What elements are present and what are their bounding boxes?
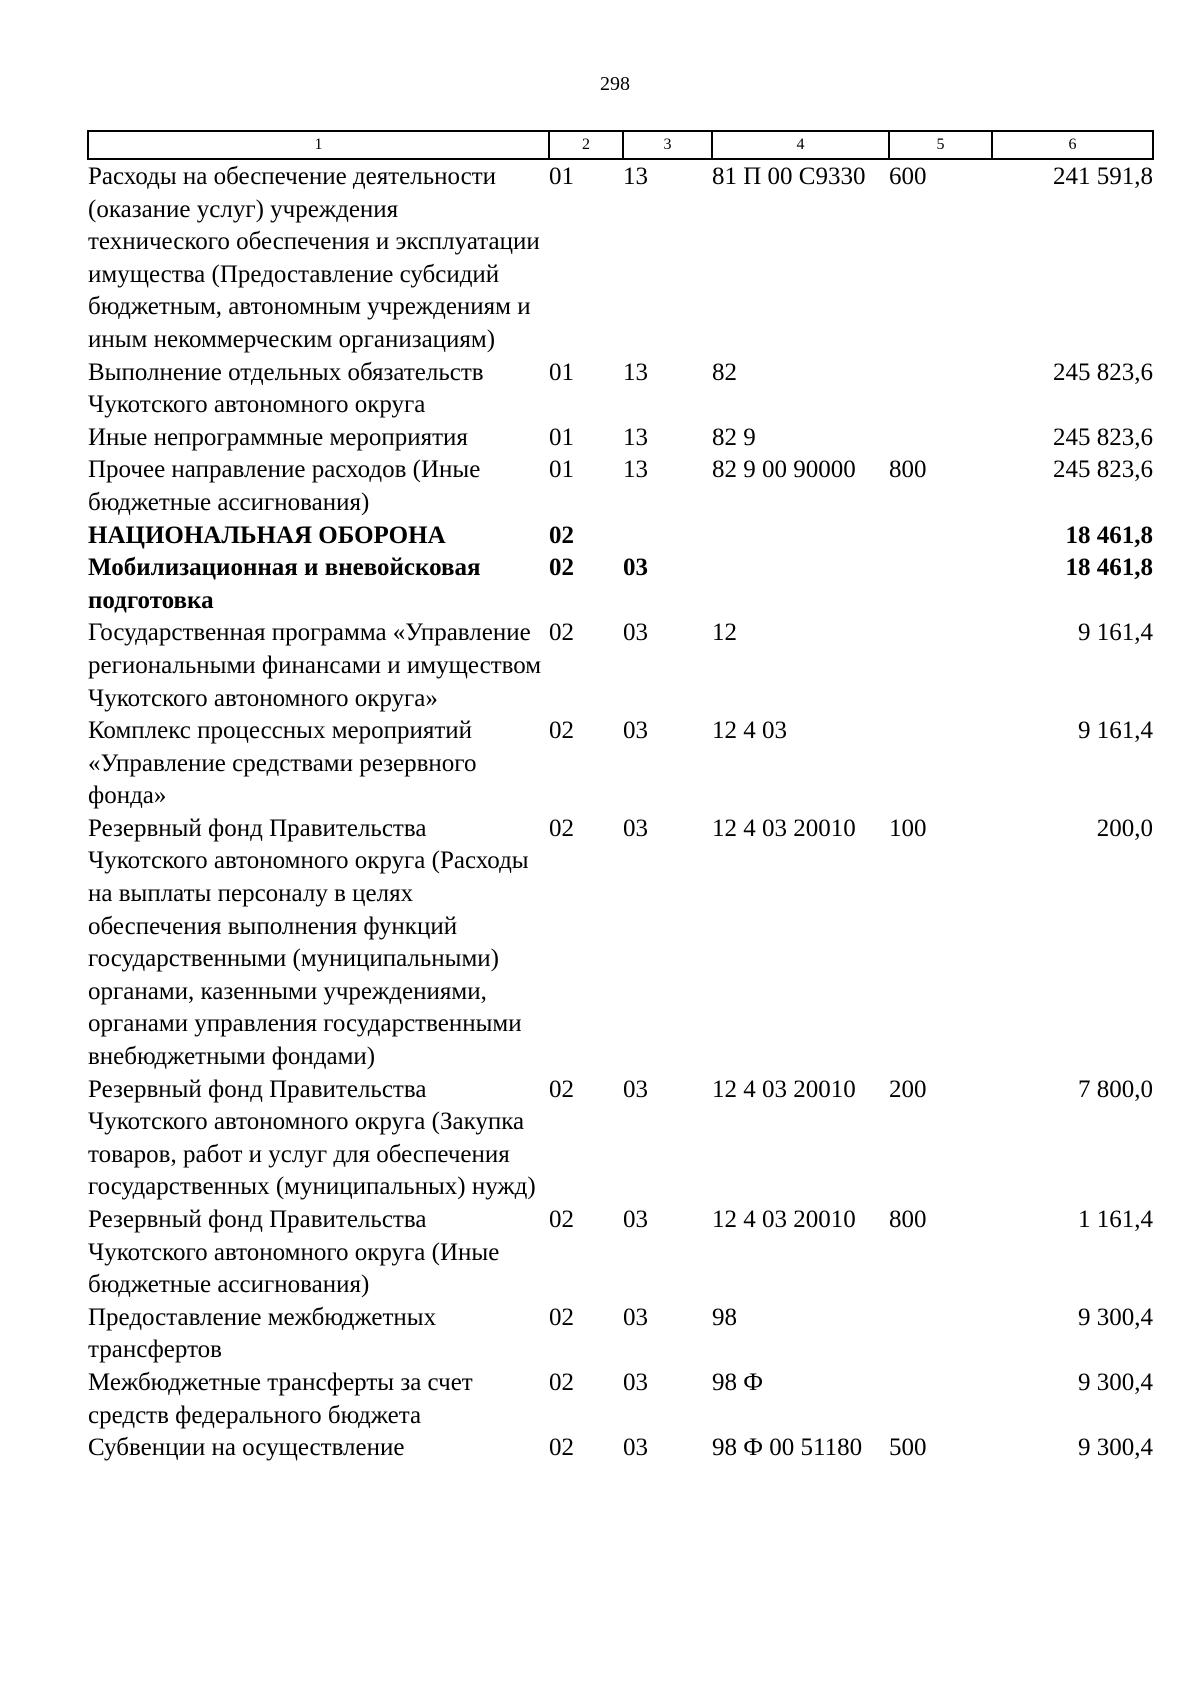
table-row: [88, 715, 1153, 813]
column-header-1: 1: [88, 131, 549, 159]
cell-subsection: 03: [623, 554, 648, 582]
cell-subsection: 03: [623, 1075, 648, 1103]
cell-subsection: 03: [623, 717, 648, 745]
cell-subsection: 03: [623, 814, 648, 842]
cell-section: 01: [549, 456, 574, 484]
cell-amount: 200,0: [1096, 814, 1153, 842]
table-row: [88, 159, 1153, 357]
cell-section: 01: [549, 163, 574, 190]
cell-target-article: 81 П 00 С9330: [712, 163, 866, 190]
cell-target-article: 82: [712, 358, 737, 386]
cell-subsection: 03: [623, 619, 648, 647]
cell-target-article: 12 4 03 20010: [712, 1206, 856, 1233]
cell-name: Резервный фонд Правительства Чукотского автономного округа (Расходы на выплаты персоналу в целях обеспечения выполнения функций государственными (муниципальными) органами, казенными учреждениями, органами управления государственными внебюджетными фондами): [88, 814, 529, 1071]
cell-amount: 245 823,6: [1053, 456, 1153, 484]
table-body: [88, 159, 1153, 1465]
table-row: [88, 1302, 1153, 1367]
cell-target-article: 82 9: [712, 423, 756, 451]
column-header-5: 5: [889, 131, 992, 159]
cell-subsection: 03: [623, 1206, 648, 1233]
cell-section: 02: [549, 1206, 574, 1233]
cell-name: Комплекс процессных мероприятий «Управление средствами резервного фонда»: [88, 717, 477, 810]
cell-subsection: 03: [623, 1434, 648, 1462]
cell-expense-type: [889, 617, 992, 715]
table-row: [88, 454, 1153, 519]
cell-amount: 245 823,6: [1053, 358, 1153, 386]
table-row: [88, 1204, 1153, 1302]
table-row: [88, 422, 1153, 455]
cell-name: Предоставление межбюджетных трансфертов: [88, 1303, 437, 1364]
cell-name: Государственная программа «Управление региональными финансами и имуществом Чукотского автономного округа»: [88, 619, 542, 712]
cell-section: 02: [549, 521, 574, 549]
cell-expense-type: [889, 357, 992, 422]
budget-table: [87, 130, 1154, 1465]
cell-name: Субвенции на осуществление: [88, 1434, 405, 1462]
cell-section: 02: [549, 554, 574, 582]
table-row: [88, 813, 1153, 1074]
column-header-3: 3: [623, 131, 712, 159]
cell-target-article: [712, 520, 889, 553]
cell-subsection: [623, 520, 712, 553]
cell-amount: 9 161,4: [1078, 717, 1153, 745]
cell-amount: 18 461,8: [1065, 554, 1153, 582]
column-header-4: 4: [712, 131, 889, 159]
page-number: 298: [600, 73, 630, 95]
cell-target-article: 82 9 00 90000: [712, 456, 856, 484]
cell-target-article: 12 4 03 20010: [712, 814, 856, 842]
cell-section: 02: [549, 814, 574, 842]
cell-name: Выполнение отдельных обязательств Чукотского автономного округа: [88, 358, 484, 419]
table-row: [88, 357, 1153, 422]
cell-section: 02: [549, 1368, 574, 1396]
cell-section: 02: [549, 1075, 574, 1103]
cell-subsection: 13: [623, 423, 648, 451]
cell-expense-type: 200: [889, 1075, 927, 1103]
cell-name: Прочее направление расходов (Иные бюджетные ассигнования): [88, 456, 481, 516]
cell-amount: 241 591,8: [1053, 163, 1153, 190]
table-header-row: [88, 131, 1153, 159]
cell-name: Межбюджетные трансферты за счет средств федерального бюджета: [88, 1368, 473, 1429]
cell-name: Резервный фонд Правительства Чукотского автономного округа (Закупка товаров, работ и услуг для обеспечения государственных (муниципальных) нужд): [88, 1075, 536, 1201]
cell-amount: 9 300,4: [1078, 1434, 1153, 1462]
cell-expense-type: [889, 422, 992, 455]
table-row: [88, 1367, 1153, 1432]
cell-expense-type: [889, 1302, 992, 1367]
table-row: [88, 552, 1153, 617]
cell-amount: 245 823,6: [1053, 423, 1153, 451]
cell-expense-type: 600: [889, 163, 927, 190]
cell-section: 02: [549, 619, 574, 647]
cell-target-article: 12 4 03 20010: [712, 1075, 856, 1103]
cell-expense-type: 800: [889, 1206, 927, 1233]
cell-expense-type: [889, 1367, 992, 1432]
cell-name: Мобилизационная и вневойсковая подготовка: [88, 554, 481, 614]
cell-target-article: 98: [712, 1303, 737, 1331]
cell-amount: 9 161,4: [1078, 619, 1153, 647]
cell-section: 02: [549, 1303, 574, 1331]
cell-expense-type: [889, 520, 992, 553]
cell-amount: 9 300,4: [1078, 1368, 1153, 1396]
cell-target-article: [712, 552, 889, 617]
table-row: [88, 617, 1153, 715]
column-header-6: 6: [992, 131, 1153, 159]
cell-target-article: 12: [712, 619, 737, 647]
cell-subsection: 13: [623, 456, 648, 484]
cell-section: 01: [549, 423, 574, 451]
table-row: [88, 1074, 1153, 1204]
cell-amount: 7 800,0: [1078, 1075, 1153, 1103]
cell-target-article: 98 Ф 00 51180: [712, 1434, 863, 1462]
cell-expense-type: 500: [889, 1434, 927, 1462]
cell-name: Резервный фонд Правительства Чукотского автономного округа (Иные бюджетные ассигнования): [88, 1206, 500, 1299]
cell-section: 01: [549, 358, 574, 386]
cell-subsection: 13: [623, 358, 648, 386]
column-header-2: 2: [549, 131, 623, 159]
cell-target-article: 98 Ф: [712, 1368, 764, 1396]
cell-expense-type: [889, 715, 992, 813]
cell-name: Расходы на обеспечение деятельности (оказание услуг) учреждения технического обеспечения и эксплуатации имущества (Предоставление субсидий бюджетным, автономным учреждениям и иным некоммерческим организациям): [88, 163, 540, 353]
table-row: [88, 520, 1153, 553]
cell-subsection: 03: [623, 1368, 648, 1396]
cell-name: Иные непрограммные мероприятия: [88, 423, 468, 451]
cell-section: 02: [549, 717, 574, 745]
cell-amount: 18 461,8: [1065, 521, 1153, 549]
cell-amount: 1 161,4: [1078, 1206, 1153, 1233]
table-row: [88, 1432, 1153, 1465]
cell-target-article: 12 4 03: [712, 717, 787, 745]
cell-expense-type: 100: [889, 814, 927, 842]
cell-name: НАЦИОНАЛЬНАЯ ОБОРОНА: [88, 521, 446, 549]
cell-expense-type: 800: [889, 456, 927, 484]
cell-subsection: 13: [623, 163, 648, 190]
cell-amount: 9 300,4: [1078, 1303, 1153, 1331]
cell-expense-type: [889, 552, 992, 617]
cell-subsection: 03: [623, 1303, 648, 1331]
cell-section: 02: [549, 1434, 574, 1462]
